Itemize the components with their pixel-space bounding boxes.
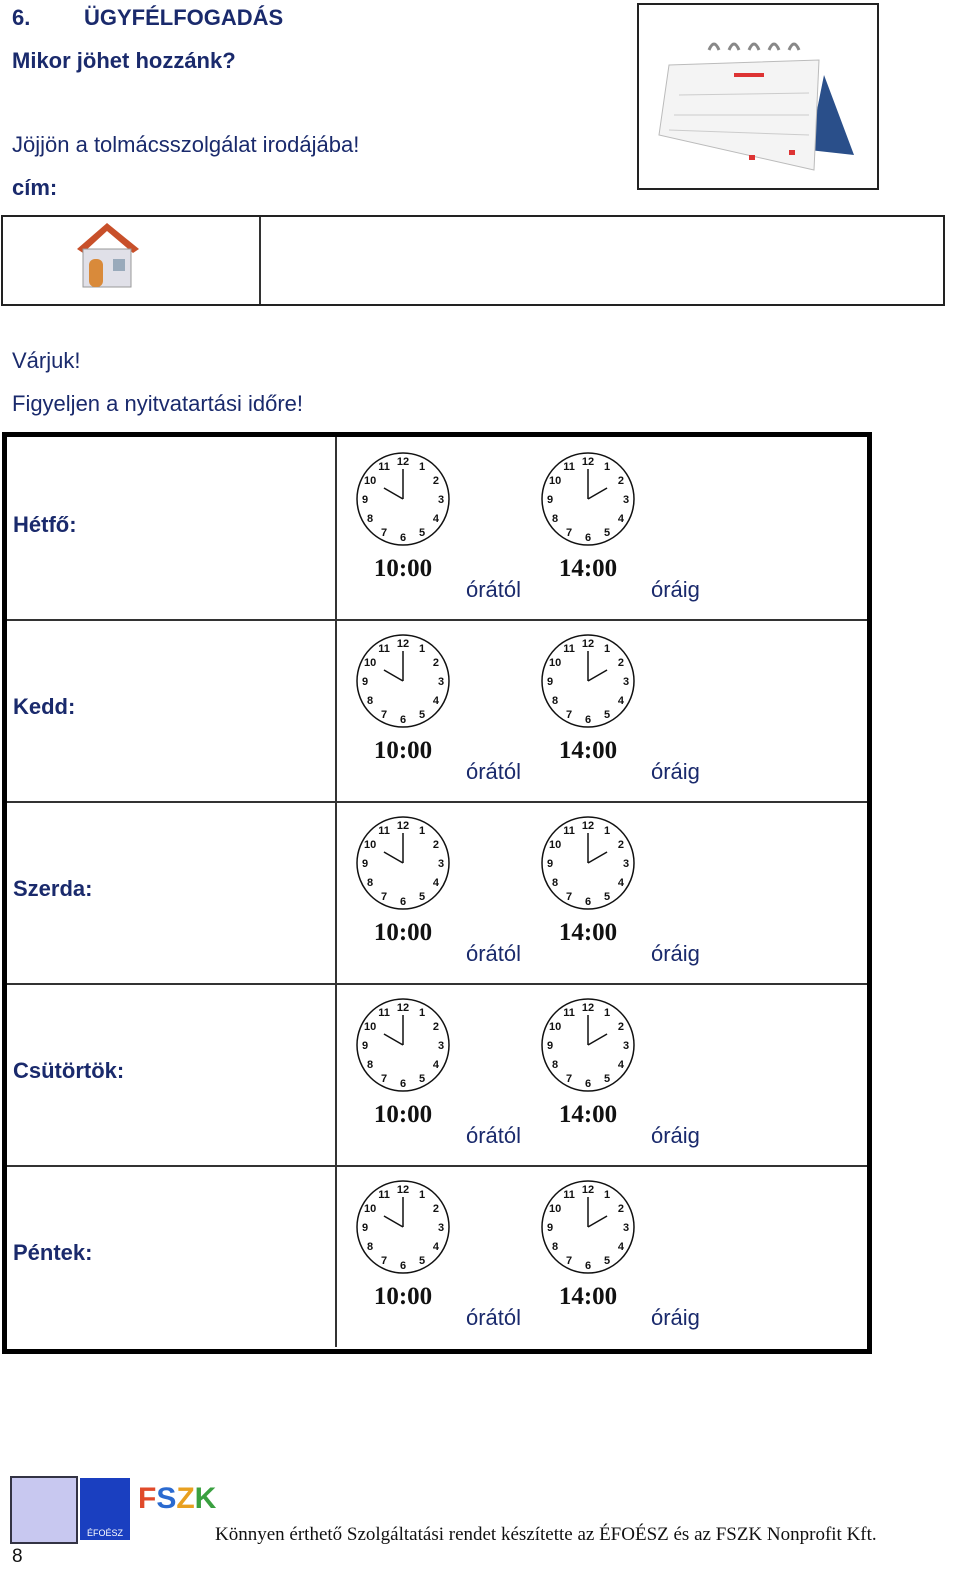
clock-icon (538, 813, 638, 913)
svg-text:4: 4 (617, 695, 624, 707)
svg-text:3: 3 (437, 1222, 445, 1234)
from-time: 10:00 (373, 737, 433, 764)
svg-text:6: 6 (584, 1078, 592, 1090)
svg-text:3: 3 (437, 676, 445, 688)
svg-text:2: 2 (617, 475, 624, 487)
svg-text:3: 3 (437, 494, 445, 506)
svg-text:2: 2 (432, 1021, 439, 1033)
svg-text:11: 11 (378, 1007, 390, 1020)
day-label: Péntek: (13, 1240, 93, 1265)
svg-text:1: 1 (603, 1007, 611, 1020)
svg-text:4: 4 (617, 1059, 624, 1071)
svg-text:2: 2 (432, 1203, 439, 1215)
svg-text:9: 9 (361, 858, 369, 870)
svg-text:7: 7 (565, 1072, 573, 1085)
svg-text:1: 1 (418, 643, 426, 656)
clock-icon (353, 449, 453, 549)
svg-text:7: 7 (380, 1254, 388, 1267)
to-label: óráig (651, 1123, 700, 1148)
to-label: óráig (651, 759, 700, 784)
svg-text:8: 8 (367, 1241, 374, 1253)
svg-text:2: 2 (617, 1021, 624, 1033)
calendar-icon (639, 5, 877, 188)
svg-text:4: 4 (432, 513, 439, 525)
svg-text:2: 2 (617, 657, 624, 669)
svg-text:11: 11 (563, 461, 575, 474)
svg-text:8: 8 (367, 1059, 374, 1071)
svg-text:7: 7 (380, 890, 388, 903)
day-label: Kedd: (13, 694, 76, 719)
svg-text:1: 1 (418, 825, 426, 838)
svg-text:4: 4 (617, 1241, 624, 1253)
from-time: 10:00 (373, 919, 433, 946)
schedule-row (7, 983, 867, 1167)
svg-text:9: 9 (361, 494, 369, 506)
svg-text:11: 11 (563, 825, 575, 838)
svg-text:4: 4 (432, 695, 439, 707)
svg-text:9: 9 (546, 676, 554, 688)
svg-text:5: 5 (418, 890, 426, 903)
from-label: órától (466, 941, 522, 966)
address-label: cím: (12, 175, 58, 200)
svg-text:3: 3 (622, 1040, 630, 1052)
svg-text:9: 9 (361, 1040, 369, 1052)
svg-text:10: 10 (363, 1021, 377, 1033)
svg-text:3: 3 (622, 494, 630, 506)
svg-text:6: 6 (399, 1078, 407, 1090)
svg-text:10: 10 (363, 1203, 377, 1215)
svg-text:2: 2 (432, 475, 439, 487)
schedule-row (7, 437, 867, 621)
section-number: 6. (12, 5, 31, 30)
from-label: órától (466, 577, 522, 602)
footer-credit: Könnyen érthető Szolgáltatási rendet készítette az ÉFOÉSZ és az FSZK Nonprofit Kft. (215, 1524, 877, 1545)
from-label: órától (466, 1305, 522, 1330)
svg-text:3: 3 (622, 676, 630, 688)
svg-text:11: 11 (378, 825, 390, 838)
svg-text:9: 9 (546, 494, 554, 506)
from-time: 10:00 (373, 1283, 433, 1310)
svg-text:12: 12 (581, 456, 595, 468)
svg-text:11: 11 (563, 643, 575, 656)
svg-text:12: 12 (581, 638, 595, 650)
to-label: óráig (651, 1305, 700, 1330)
svg-text:8: 8 (552, 1241, 559, 1253)
svg-text:12: 12 (581, 820, 595, 832)
svg-text:6: 6 (399, 714, 407, 726)
svg-text:12: 12 (396, 1184, 410, 1196)
clock-icon (538, 449, 638, 549)
svg-text:5: 5 (603, 526, 611, 539)
address-box (1, 215, 945, 306)
svg-text:10: 10 (363, 839, 377, 851)
clock-icon (538, 1177, 638, 1277)
svg-text:10: 10 (548, 839, 562, 851)
svg-text:4: 4 (617, 513, 624, 525)
to-time: 14:00 (558, 555, 618, 582)
svg-text:12: 12 (396, 456, 410, 468)
svg-text:1: 1 (603, 461, 611, 474)
svg-text:2: 2 (432, 839, 439, 851)
from-time: 10:00 (373, 555, 433, 582)
svg-text:5: 5 (603, 1254, 611, 1267)
svg-text:10: 10 (548, 1021, 562, 1033)
svg-text:5: 5 (418, 1072, 426, 1085)
calendar-image (637, 3, 879, 190)
clock-icon (353, 813, 453, 913)
svg-text:12: 12 (396, 1002, 410, 1014)
svg-text:11: 11 (378, 1189, 390, 1202)
svg-text:1: 1 (603, 643, 611, 656)
svg-text:8: 8 (367, 695, 374, 707)
svg-text:11: 11 (378, 461, 390, 474)
svg-text:3: 3 (622, 858, 630, 870)
svg-text:4: 4 (432, 1241, 439, 1253)
house-icon (69, 219, 145, 293)
svg-text:5: 5 (603, 890, 611, 903)
clock-icon (538, 995, 638, 1095)
svg-text:9: 9 (361, 1222, 369, 1234)
svg-text:5: 5 (603, 1072, 611, 1085)
svg-text:11: 11 (563, 1007, 575, 1020)
wait-text: Várjuk! (12, 348, 81, 373)
svg-text:4: 4 (432, 877, 439, 889)
svg-text:9: 9 (546, 1040, 554, 1052)
svg-text:11: 11 (563, 1189, 575, 1202)
svg-text:7: 7 (380, 526, 388, 539)
svg-text:7: 7 (565, 890, 573, 903)
svg-text:8: 8 (552, 695, 559, 707)
section-title: ÜGYFÉLFOGADÁS (84, 5, 284, 30)
svg-text:5: 5 (603, 708, 611, 721)
svg-text:1: 1 (418, 1007, 426, 1020)
svg-text:12: 12 (396, 638, 410, 650)
svg-text:1: 1 (418, 1189, 426, 1202)
svg-text:9: 9 (546, 1222, 554, 1234)
svg-text:3: 3 (437, 858, 445, 870)
svg-text:4: 4 (432, 1059, 439, 1071)
clock-icon (538, 631, 638, 731)
day-label: Hétfő: (13, 512, 77, 537)
svg-text:6: 6 (399, 1260, 407, 1272)
clock-icon (353, 1177, 453, 1277)
svg-text:7: 7 (380, 708, 388, 721)
svg-text:1: 1 (603, 825, 611, 838)
from-label: órától (466, 759, 522, 784)
svg-text:3: 3 (622, 1222, 630, 1234)
svg-text:6: 6 (399, 532, 407, 544)
svg-text:10: 10 (363, 657, 377, 669)
svg-text:2: 2 (617, 839, 624, 851)
svg-text:8: 8 (367, 513, 374, 525)
svg-text:8: 8 (552, 513, 559, 525)
svg-text:6: 6 (399, 896, 407, 908)
svg-text:3: 3 (437, 1040, 445, 1052)
efoesz-logo: ÉFOÉSZ (80, 1478, 130, 1540)
schedule-row (7, 801, 867, 985)
question: Mikor jöhet hozzánk? (12, 48, 236, 73)
svg-text:8: 8 (552, 877, 559, 889)
svg-text:2: 2 (617, 1203, 624, 1215)
svg-text:5: 5 (418, 708, 426, 721)
svg-text:12: 12 (581, 1184, 595, 1196)
easy-read-logo (10, 1476, 78, 1544)
schedule-row (7, 1165, 867, 1347)
svg-text:6: 6 (584, 532, 592, 544)
svg-text:7: 7 (565, 1254, 573, 1267)
opening-hours-table (2, 432, 872, 1354)
from-label: órától (466, 1123, 522, 1148)
to-time: 14:00 (558, 737, 618, 764)
svg-text:4: 4 (617, 877, 624, 889)
day-label: Csütörtök: (13, 1058, 125, 1083)
svg-text:1: 1 (418, 461, 426, 474)
svg-text:9: 9 (361, 676, 369, 688)
svg-text:10: 10 (548, 1203, 562, 1215)
svg-text:10: 10 (548, 657, 562, 669)
svg-text:7: 7 (380, 1072, 388, 1085)
fszk-logo: FSZK (138, 1482, 217, 1515)
svg-text:7: 7 (565, 526, 573, 539)
to-time: 14:00 (558, 919, 618, 946)
svg-text:12: 12 (581, 1002, 595, 1014)
from-time: 10:00 (373, 1101, 433, 1128)
clock-icon (353, 995, 453, 1095)
to-label: óráig (651, 941, 700, 966)
clock-icon (353, 631, 453, 731)
svg-text:8: 8 (552, 1059, 559, 1071)
svg-text:10: 10 (363, 475, 377, 487)
svg-text:6: 6 (584, 1260, 592, 1272)
page-number: 8 (12, 1546, 23, 1567)
day-label: Szerda: (13, 876, 93, 901)
svg-text:5: 5 (418, 1254, 426, 1267)
svg-text:6: 6 (584, 896, 592, 908)
to-time: 14:00 (558, 1101, 618, 1128)
schedule-row (7, 619, 867, 803)
to-label: óráig (651, 577, 700, 602)
svg-text:5: 5 (418, 526, 426, 539)
svg-text:1: 1 (603, 1189, 611, 1202)
svg-text:11: 11 (378, 643, 390, 656)
svg-text:9: 9 (546, 858, 554, 870)
to-time: 14:00 (558, 1283, 618, 1310)
svg-text:10: 10 (548, 475, 562, 487)
svg-text:12: 12 (396, 820, 410, 832)
svg-text:6: 6 (584, 714, 592, 726)
svg-text:2: 2 (432, 657, 439, 669)
invite-text: Jöjjön a tolmácsszolgálat irodájába! (12, 132, 360, 157)
notice-text: Figyeljen a nyitvatartási időre! (12, 391, 304, 416)
svg-text:7: 7 (565, 708, 573, 721)
svg-text:8: 8 (367, 877, 374, 889)
